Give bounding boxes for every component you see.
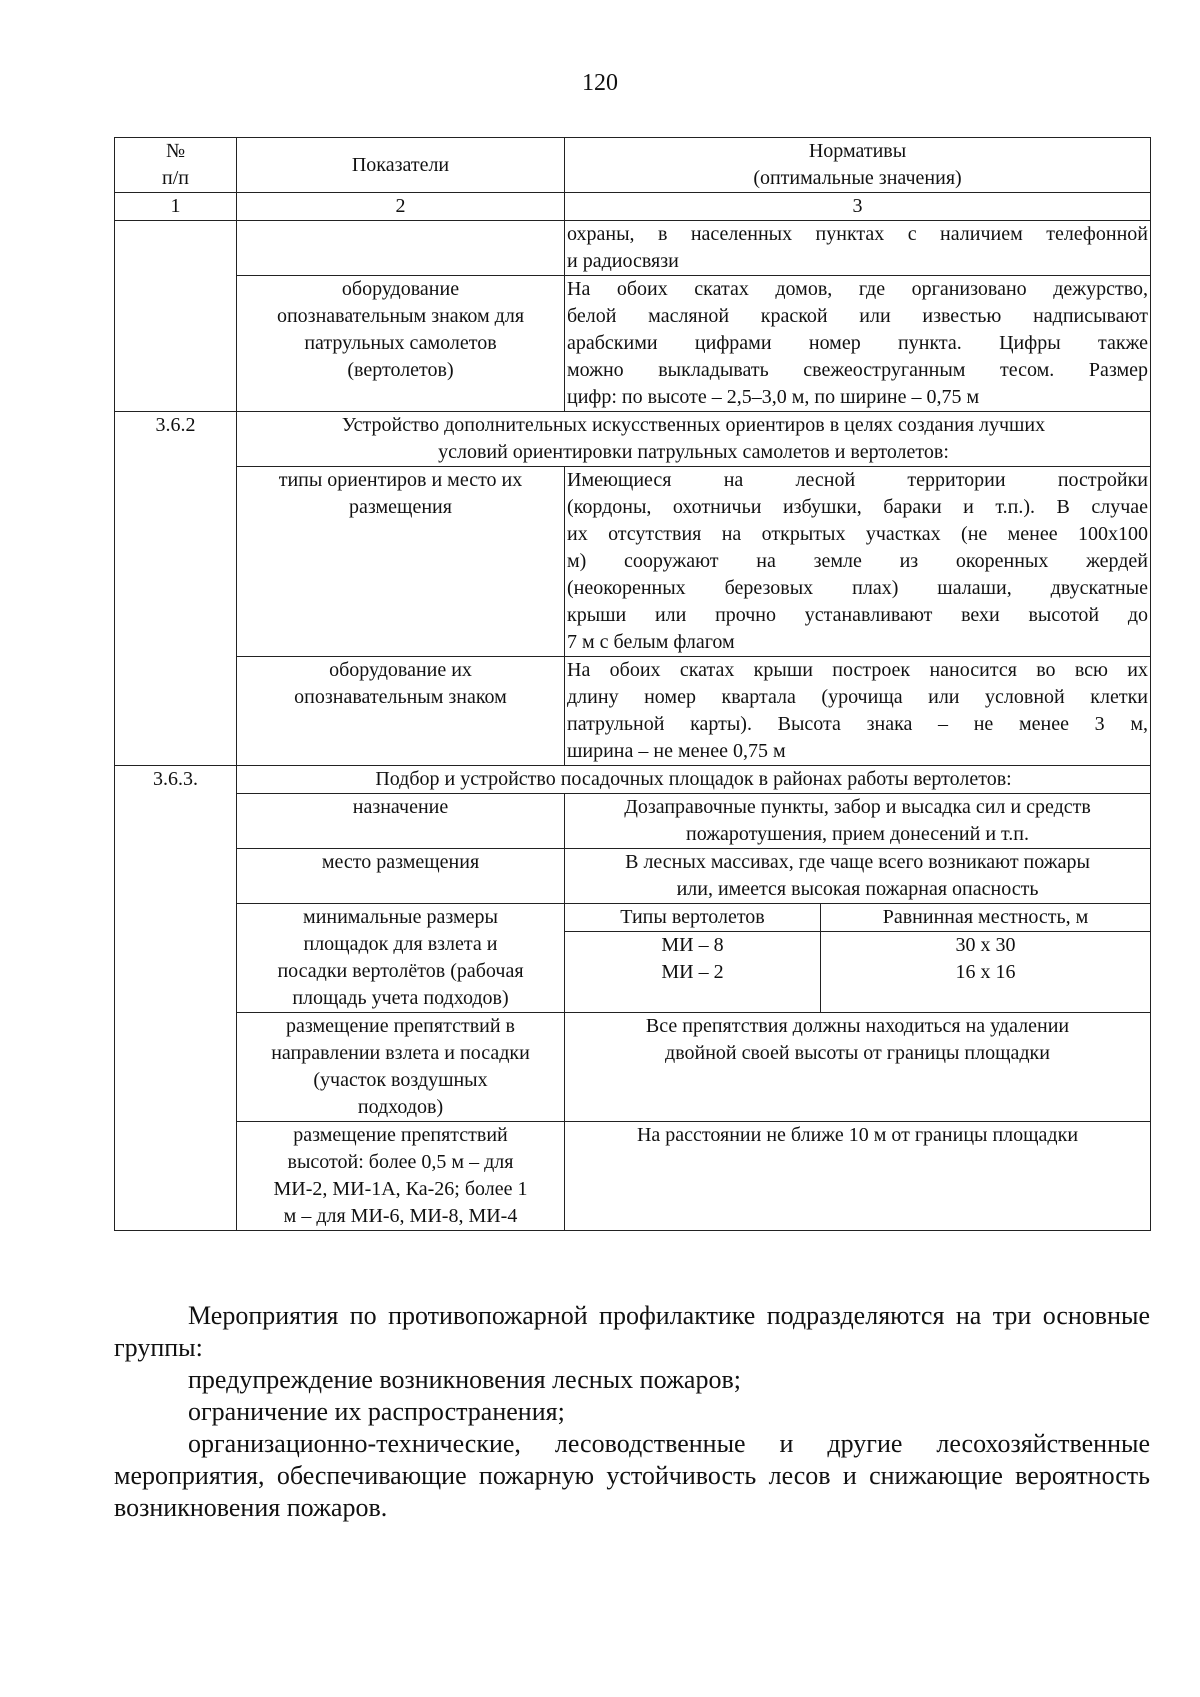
- row-number-cell: [115, 794, 237, 849]
- norm-cell: [565, 849, 1151, 904]
- indicator-cell: [237, 1013, 565, 1122]
- section-number: 3.6.3.: [115, 766, 237, 794]
- row-number-cell: [115, 221, 237, 276]
- indicator-line: площадь учета подходов): [292, 987, 509, 1009]
- section-title: Подбор и устройство посадочных площадок в районах работы вертолетов:: [237, 766, 1151, 794]
- header-number-line: п/п: [162, 167, 189, 189]
- row-number-cell: [115, 657, 237, 766]
- indicator-line: размещение препятствий в: [286, 1015, 515, 1037]
- indicator-line: высотой: более 0,5 м – для: [287, 1151, 514, 1173]
- column-number: 3: [565, 193, 1151, 221]
- norm-line: В лесных массивах, где чаще всего возникают пожары: [625, 851, 1090, 873]
- column-number: 2: [237, 193, 565, 221]
- indicator-line: площадок для взлета и: [303, 933, 498, 955]
- indicator-cell: [237, 1122, 565, 1231]
- indicator-line: оборудование: [341, 278, 460, 300]
- column-numbers-row: [115, 193, 1151, 221]
- indicator-line: (участок воздушных: [313, 1069, 488, 1091]
- helicopter-type-cell: [565, 904, 821, 1013]
- paragraph-intro: Мероприятия по противопожарной профилактике подразделяются на три основные группы:: [114, 1301, 1150, 1362]
- indicator-line: м – для МИ-6, МИ-8, МИ-4: [283, 1205, 518, 1227]
- indicator-line: опознавательным знаком: [294, 686, 507, 708]
- indicator-cell: место размещения: [237, 849, 565, 904]
- pad-size: 16 х 16: [955, 961, 1016, 983]
- list-item: ограничение их распространения;: [188, 1397, 565, 1426]
- table-row: [115, 221, 1151, 276]
- indicator-cell: назначение: [237, 794, 565, 849]
- indicator-line: МИ-2, МИ-1А, Ка-26; более 1: [273, 1178, 528, 1200]
- norm-line: крыши или прочно устанавливают вехи высотой до: [567, 604, 1149, 626]
- norm-line: или, имеется высокая пожарная опасность: [676, 878, 1039, 900]
- row-number-cell: [115, 276, 237, 412]
- indicator-cell: [237, 276, 565, 412]
- norm-cell: [565, 794, 1151, 849]
- norm-line: На обоих скатах крыши построек наносится во всю их: [567, 659, 1149, 681]
- section-title: [237, 412, 1151, 467]
- norm-cell: [565, 1013, 1151, 1122]
- row-number-cell: [115, 1122, 237, 1231]
- row-number-cell: [115, 1013, 237, 1122]
- norm-line: их отсутствия на открытых участках (не менее 100х100: [567, 523, 1149, 545]
- header-norms: [565, 138, 1151, 193]
- norm-line: длину номер квартала (урочища или условной клетки: [567, 686, 1149, 708]
- norm-line: охраны, в населенных пунктах с наличием телефонной: [567, 223, 1149, 245]
- page-number: 120: [582, 70, 618, 96]
- norms-table: [114, 137, 1151, 1231]
- norm-line: Все препятствия должны находиться на удалении: [645, 1015, 1070, 1037]
- norm-line: ширина – не менее 0,75 м: [567, 740, 786, 762]
- column-number: 1: [115, 193, 237, 221]
- body-text: [114, 1300, 1150, 1524]
- pad-size: 30 х 30: [955, 934, 1016, 956]
- norm-line: 7 м с белым флагом: [567, 631, 735, 653]
- table-row: [115, 657, 1151, 766]
- header-norms-line: Нормативы: [808, 140, 907, 162]
- section-number: 3.6.2: [115, 412, 237, 467]
- indicator-line: посадки вертолётов (рабочая: [277, 960, 524, 982]
- norm-line: (неокоренных березовых плах) шалаши, двускатные: [567, 577, 1149, 599]
- plain-terrain-header: Равнинная местность, м: [821, 904, 1150, 932]
- header-number-line: №: [165, 140, 186, 162]
- norm-line: патрульной карты). Высота знака – не менее 3 м,: [567, 713, 1149, 735]
- norm-line: На обоих скатах домов, где организовано дежурство,: [567, 278, 1149, 300]
- helicopter-type: МИ – 8: [661, 934, 724, 956]
- norm-line: белой масляной краской или известью надписывают: [567, 305, 1149, 327]
- table-header-row: [115, 138, 1151, 193]
- indicator-cell: [237, 467, 565, 657]
- norm-line: арабскими цифрами номер пункта. Цифры также: [567, 332, 1149, 354]
- table-row: [115, 467, 1151, 657]
- norm-cell: [565, 657, 1151, 766]
- table-row: [115, 849, 1151, 904]
- indicator-line: минимальные размеры: [303, 906, 498, 928]
- indicator-cell: [237, 657, 565, 766]
- indicator-line: патрульных самолетов: [304, 332, 497, 354]
- header-number: [115, 138, 237, 193]
- indicator-line: размещения: [349, 496, 452, 518]
- table-row: [115, 1122, 1151, 1231]
- norm-cell: [565, 276, 1151, 412]
- indicator-cell: [237, 904, 565, 1013]
- table-row: [115, 904, 1151, 1013]
- indicator-cell: [237, 221, 565, 276]
- table-row: [115, 276, 1151, 412]
- indicator-line: размещение препятствий: [293, 1124, 508, 1146]
- table-row: [115, 794, 1151, 849]
- table-row: [115, 1013, 1151, 1122]
- norm-line: цифр: по высоте – 2,5–3,0 м, по ширине – 0,75 м: [567, 386, 980, 408]
- plain-terrain-cell: [821, 904, 1151, 1013]
- norm-line: двойной своей высоты от границы площадки: [665, 1042, 1050, 1064]
- indicator-line: подходов): [357, 1096, 444, 1118]
- row-number-cell: [115, 467, 237, 657]
- section-row: [115, 766, 1151, 794]
- header-indicators: Показатели: [237, 138, 565, 193]
- indicator-line: опознавательным знаком для: [276, 305, 525, 327]
- norm-line: и радиосвязи: [567, 250, 679, 272]
- norm-cell: [565, 221, 1151, 276]
- helicopter-type: МИ – 2: [661, 961, 724, 983]
- norm-line: пожаротушения, прием донесений и т.п.: [686, 823, 1029, 845]
- norm-line: можно выкладывать свежеоструганным тесом. Размер: [567, 359, 1149, 381]
- row-number-cell: [115, 904, 237, 1013]
- section-row: [115, 412, 1151, 467]
- list-item: организационно-технические, лесоводственные и другие лесохозяйственные мероприятия, обеспечивающие пожарную устойчивость лесов и снижающие вероятность возникновения пожаров.: [114, 1429, 1150, 1522]
- norm-line: Дозаправочные пункты, забор и высадка сил и средств: [624, 796, 1091, 818]
- indicator-line: типы ориентиров и место их: [278, 469, 523, 491]
- norm-line: м) сооружают на земле из окоренных жердей: [567, 550, 1149, 572]
- indicator-line: (вертолетов): [347, 359, 454, 381]
- section-title-line: условий ориентировки патрульных самолетов и вертолетов:: [438, 441, 949, 463]
- norm-cell: На расстоянии не ближе 10 м от границы площадки: [565, 1122, 1151, 1231]
- indicator-line: направлении взлета и посадки: [271, 1042, 530, 1064]
- norm-line: Имеющиеся на лесной территории постройки: [567, 469, 1149, 491]
- section-title-line: Устройство дополнительных искусственных ориентиров в целях создания лучших: [341, 414, 1046, 436]
- helicopter-type-header: Типы вертолетов: [565, 904, 820, 932]
- indicator-line: оборудование их: [329, 659, 472, 681]
- list-item: предупреждение возникновения лесных пожаров;: [188, 1365, 741, 1394]
- row-number-cell: [115, 849, 237, 904]
- norm-line: (кордоны, охотничьи избушки, бараки и т.п.). В случае: [567, 496, 1149, 518]
- header-norms-line: (оптимальные значения): [753, 167, 962, 189]
- norm-cell: [565, 467, 1151, 657]
